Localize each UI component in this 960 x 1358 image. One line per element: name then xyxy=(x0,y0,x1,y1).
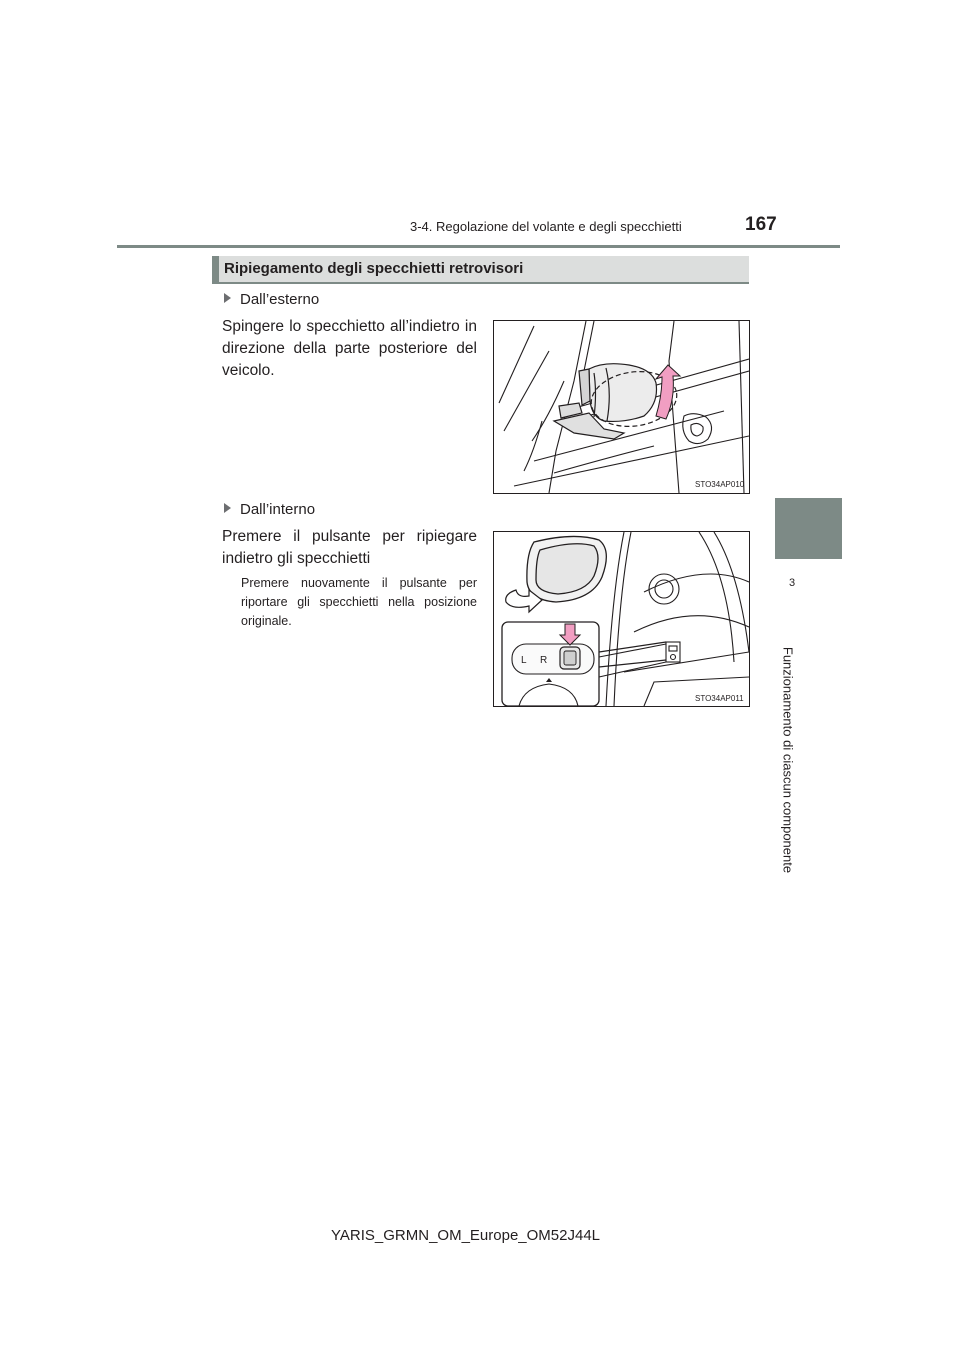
switch-label-left: L xyxy=(521,655,527,666)
document-id: YARIS_GRMN_OM_Europe_OM52J44L xyxy=(331,1227,601,1244)
bullet-inside xyxy=(224,501,315,518)
header-divider xyxy=(117,245,840,248)
instruction-outside: Spingere lo specchietto all’indietro in direzione della parte posteriore del veicolo. xyxy=(222,318,477,379)
figure-inside-switch xyxy=(493,531,750,707)
bullet-outside xyxy=(224,291,319,308)
bullet-inside-label: Dall’interno xyxy=(240,501,316,518)
switch-label-right: R xyxy=(540,655,548,666)
triangle-bullet-icon xyxy=(224,293,231,303)
chapter-title: Funzionamento di ciascun componente xyxy=(780,646,796,874)
section-title: Ripiegamento degli specchietti retrovisori xyxy=(224,260,524,277)
section-heading-bar xyxy=(212,256,749,284)
header-section-title: 3-4. Regolazione del volante e degli specchietti xyxy=(410,219,682,234)
triangle-bullet-icon xyxy=(224,503,231,513)
figure-inside-code: STO34AP011 xyxy=(695,694,744,703)
page-number: 167 xyxy=(745,214,777,235)
instruction-inside: Premere il pulsante per ripiegare indietro gli specchietti xyxy=(222,528,477,567)
figure-outside-mirror xyxy=(493,320,750,494)
figure-outside-code: STO34AP010 xyxy=(695,480,745,489)
instruction-note: Premere nuovamente il pulsante per riportare gli specchietti nella posizione originale. xyxy=(241,576,477,628)
mirror-fold-switch-illustration xyxy=(494,532,749,706)
section-heading-accent xyxy=(212,256,219,284)
chapter-number: 3 xyxy=(789,577,796,589)
mirror-exterior-illustration xyxy=(494,321,749,493)
bullet-outside-label: Dall’esterno xyxy=(240,291,320,308)
